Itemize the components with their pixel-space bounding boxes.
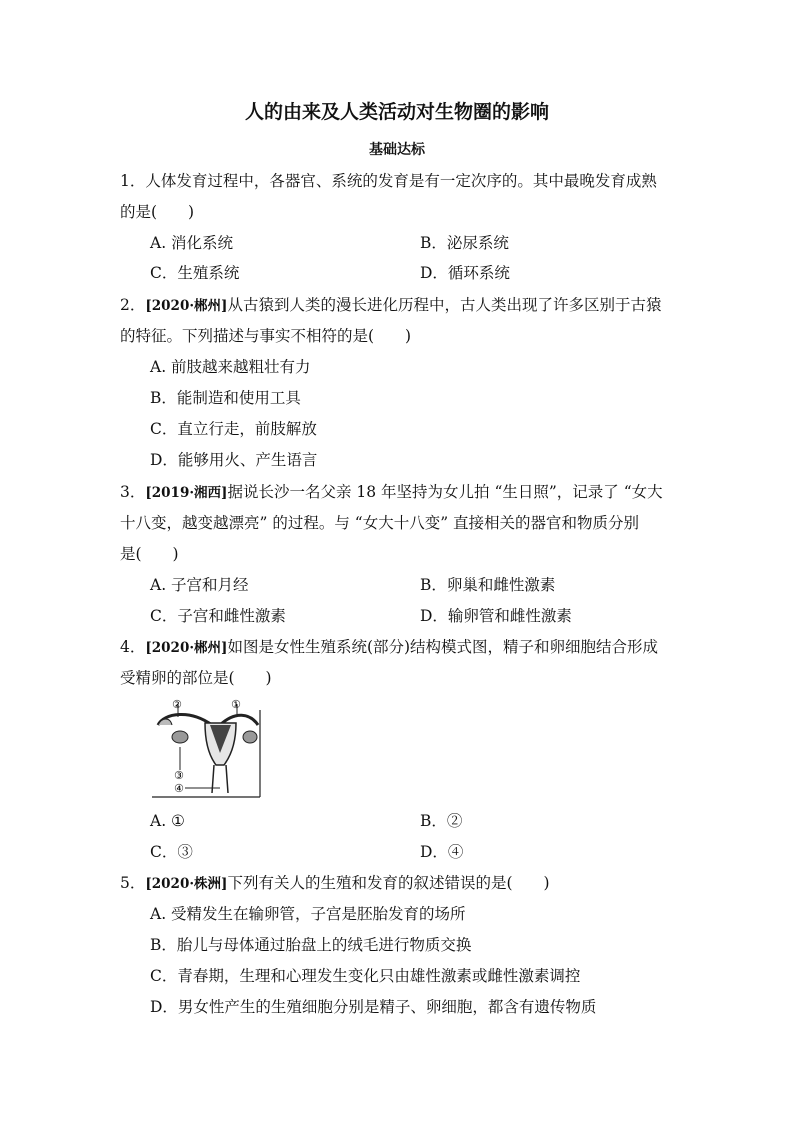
q4-stem-line2: 受精卵的部位是( ) [120,669,272,687]
diagram-label-2: ② [172,698,182,711]
q2-option-a: A. 前肢越来越粗壮有力 [150,358,311,376]
q4-number: 4． [120,638,146,656]
q2-stem-text: 从古猿到人类的漫长进化历程中，古人类出现了许多区别于古猿 [227,296,662,314]
q2-number: 2． [120,296,146,314]
q5-option-a: A. 受精发生在输卵管，子宫是胚胎发育的场所 [150,905,466,923]
q3-number: 3． [120,483,146,501]
reproductive-system-illustration [150,695,265,800]
q5-stem-line1 [120,873,550,894]
q4-option-c: C．③ [150,843,193,861]
q1-option-d: D．循环系统 [420,264,510,282]
q4-stem-line1 [120,637,658,658]
q5-number: 5． [120,874,146,892]
q5-option-b: B．胎儿与母体通过胎盘上的绒毛进行物质交换 [150,936,472,954]
diagram-label-3: ③ [174,769,184,782]
q5-source: [2020·株洲] [145,876,228,892]
q2-source: [2020·郴州] [145,298,228,314]
q3-option-a: A. 子宫和月经 [150,576,249,594]
vagina [212,765,228,793]
q3-stem-text: 据说长沙一名父亲 18 年坚持为女儿拍 “生日照”，记录了 “女大 [227,483,663,501]
q4-option-a: A. ① [150,812,185,830]
section-subtitle: 基础达标 [369,142,425,158]
q2-stem-line2: 的特征。下列描述与事实不相符的是( ) [120,327,412,345]
q4-option-b: B．② [420,812,463,830]
q4-option-d: D．④ [420,843,464,861]
q4-stem-text: 如图是女性生殖系统(部分)结构模式图，精子和卵细胞结合形成 [227,638,659,656]
diagram-label-4: ④ [174,782,184,795]
q3-stem-line3: 是( ) [120,545,179,563]
q5-option-c: C．青春期，生理和心理发生变化只由雄性激素或雌性激素调控 [150,967,581,985]
q5-option-d: D．男女性产生的生殖细胞分别是精子、卵细胞，都含有遗传物质 [150,998,597,1016]
q1-option-a: A. 消化系统 [150,234,234,252]
page-title: 人的由来及人类活动对生物圈的影响 [244,101,549,123]
q4-source: [2020·郴州] [145,640,228,656]
q3-stem-line2: 十八变，越变越漂亮” 的过程。与 “女大十八变” 直接相关的器官和物质分别 [120,514,640,532]
q1-stem-line1: 1．人体发育过程中，各器官、系统的发育是有一定次序的。其中最晚发育成熟 [120,172,657,190]
q2-option-c: C．直立行走，前肢解放 [150,420,317,438]
q1-stem-line2: 的是( ) [120,203,195,221]
q3-option-c: C．子宫和雌性激素 [150,607,286,625]
right-ovary [243,731,257,743]
q2-option-d: D．能够用火、产生语言 [150,451,318,469]
q5-stem-text: 下列有关人的生殖和发育的叙述错误的是( ) [227,874,550,892]
q3-option-d: D．输卵管和雌性激素 [420,607,572,625]
q2-stem-line1 [120,295,661,316]
q3-source: [2019·湘西] [145,485,228,501]
q2-option-b: B．能制造和使用工具 [150,389,301,407]
q1-option-b: B．泌尿系统 [420,234,509,252]
q3-stem-line1 [120,482,663,503]
q1-option-c: C．生殖系统 [150,264,240,282]
diagram-label-1: ① [231,698,241,711]
left-ovary [172,731,188,743]
female-reproductive-diagram [150,695,265,800]
q3-option-b: B．卵巢和雌性激素 [420,576,556,594]
